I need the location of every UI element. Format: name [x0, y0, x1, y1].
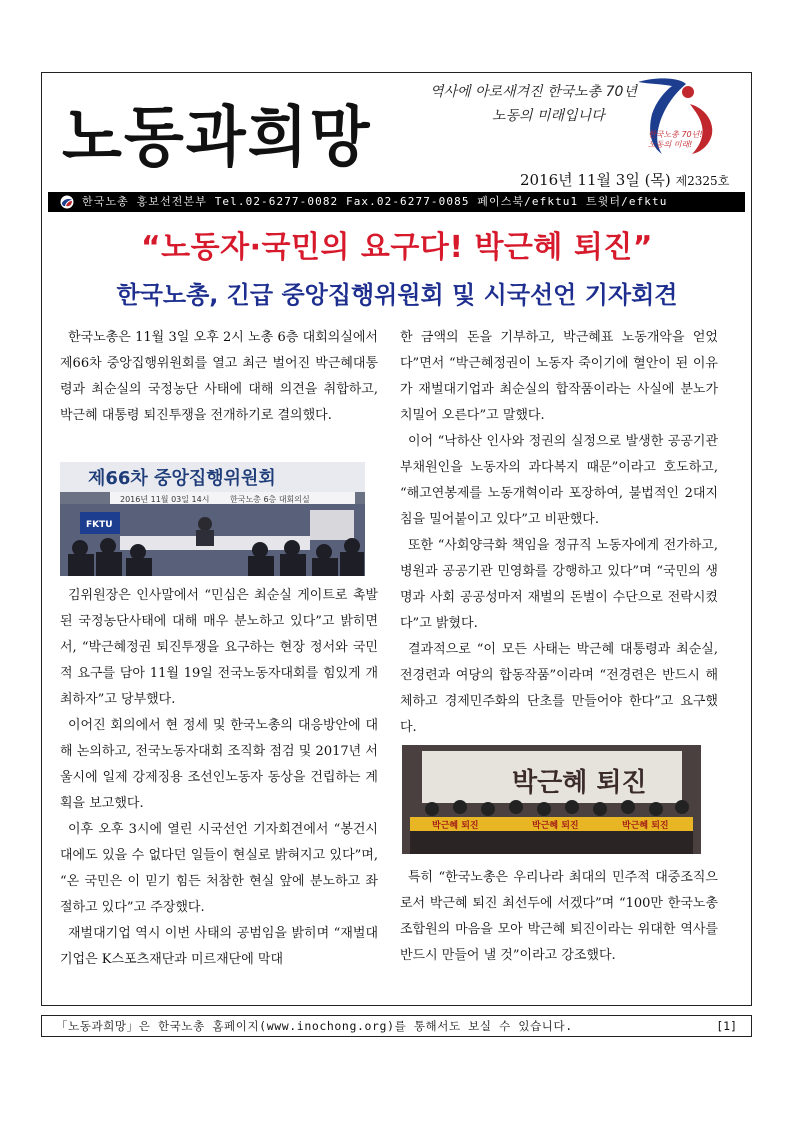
meeting-photo-image — [60, 462, 365, 576]
anniversary-70-logo — [628, 74, 720, 162]
contact-info-text: 한국노총 홍보선전본부 Tel.02-6277-0082 Fax.02-6277-0085 페이스북/efktu1 트윗터/efktu — [82, 195, 668, 208]
photo-banner-place: 한국노총 6층 대회의실 — [230, 495, 310, 504]
paragraph: 이어 “낙하산 인사와 정권의 실정으로 발생한 공공기관 부채원인을 노동자의 과다복지 때문”이라고 호도하고, “해고연봉제를 노동개혁이라 포장하여, 불법적인 2대지침을 밀어붙이고 있다”고 비판했다. — [400, 434, 718, 527]
article-column-left-bottom — [60, 583, 378, 973]
paragraph: 특히 “한국노총은 우리나라 최대의 민주적 대중조직으로서 박근혜 퇴진 최선두에 서겠다”며 “100만 한국노총 조합원의 마음을 모아 박근혜 퇴진이라는 위대한 역사를 반드시 만들어 낼 것”이라고 강조했다. — [400, 870, 718, 963]
masthead-title: 노동과희망 — [62, 98, 372, 176]
issue-date: 2016년 11월 3일 (목) — [520, 171, 671, 189]
paragraph: 한 금액의 돈을 기부하고, 박근혜표 노동개악을 얻었다”면서 “박근혜정권이 노동자 죽이기에 혈안이 된 이유가 재벌대기업과 최순실의 합작품이라는 사실에 분노가 치밀어 오른다”고 말했다. — [400, 330, 718, 423]
anniversary-logo-text: 한국노총 70년! 노동의 미래! — [648, 130, 703, 149]
subheadline: 한국노총, 긴급 중앙집행위원회 및 시국선언 기자회견 — [116, 281, 678, 309]
contact-info-bar — [48, 192, 745, 212]
placard-text: 박근혜 퇴진 — [622, 821, 669, 831]
slogan-line-1: 역사에 아로새겨진 한국노총 70년 — [430, 84, 637, 100]
paragraph: 이어진 회의에서 현 정세 및 한국노총의 대응방안에 대해 논의하고, 전국노동자대회 조직화 점검 및 2017년 서울시에 일제 강제징용 조선인노동자 동상을 건립하는 계획을 보고했다. — [60, 718, 378, 811]
fktu-logo-icon — [60, 195, 74, 209]
meeting-photo — [60, 462, 365, 576]
photo-sign: FKTU — [86, 520, 113, 530]
slogan-line-2: 노동의 미래입니다 — [492, 108, 605, 124]
article-column-right-bottom — [400, 865, 718, 969]
photo-banner-title: 제66차 중앙집행위원회 — [88, 468, 276, 489]
paragraph: 김위원장은 인사말에서 “민심은 최순실 게이트로 촉발된 국정농단사태에 대해 매우 분노하고 있다”고 밝히면서, “박근혜정권 퇴진투쟁을 요구하는 현장 정서와 국민적 요구를 담아 11월 19일 전국노동자대회를 힘있게 개최하자”고 당부했다. — [60, 588, 378, 707]
article-column-right-top — [400, 325, 718, 741]
footer-notice: 「노동과희망」은 한국노총 홈페이지(www.inochong.org)를 통해서도 보실 수 있습니다. — [56, 1019, 573, 1033]
masthead-slogan — [430, 80, 637, 128]
paragraph: 결과적으로 “이 모든 사태는 박근혜 대통령과 최순실, 전경련과 여당의 합동작품”이라며 “전경련은 반드시 해체하고 경제민주화의 단초를 만들어야 한다”고 요구했다. — [400, 642, 718, 735]
placard-text: 박근혜 퇴진 — [532, 821, 579, 831]
placard-text: 박근혜 퇴진 — [432, 821, 479, 831]
issue-number: 제2325호 — [675, 174, 730, 188]
paragraph: 또한 “사회양극화 책임을 정규직 노동자에게 전가하고, 병원과 공공기관 민영화를 강행하고 있다”며 “국민의 생명과 사회 공공성마저 재벌의 돈벌이 수단으로 전락시켰다”고 밝혔다. — [400, 538, 718, 631]
paragraph: 한국노총은 11월 3일 오후 2시 노총 6층 대회의실에서 제66차 중앙집행위원회를 열고 최근 벌어진 박근혜대통령과 최순실의 국정농단 사태에 대해 의견을 취합하고, 박근혜 대통령 퇴진투쟁을 전개하기로 결의했다. — [60, 330, 378, 423]
press-conference-photo — [402, 745, 701, 854]
page-footer — [41, 1015, 752, 1037]
page-number: [1] — [716, 1019, 737, 1033]
article-column-left-top — [60, 325, 378, 429]
photo-banner-title: 박근혜 퇴진 — [512, 768, 647, 798]
press-conference-image — [402, 745, 701, 854]
dateline — [520, 169, 729, 190]
photo-banner-date: 2016년 11월 03일 14시 — [120, 495, 210, 504]
paragraph: 재벌대기업 역시 이번 사태의 공범임을 밝히며 “재벌대기업은 K스포츠재단과 미르재단에 막대 — [60, 926, 378, 967]
paragraph: 이후 오후 3시에 열린 시국선언 기자회견에서 “봉건시대에도 있을 수 없다던 일들이 현실로 밝혀지고 있다”며, “온 국민은 이 믿기 힘든 처참한 현실 앞에 분노하고 좌절하고 있다”고 주장했다. — [60, 822, 378, 915]
headline: “노동자·국민의 요구다! 박근혜 퇴진” — [140, 230, 654, 265]
